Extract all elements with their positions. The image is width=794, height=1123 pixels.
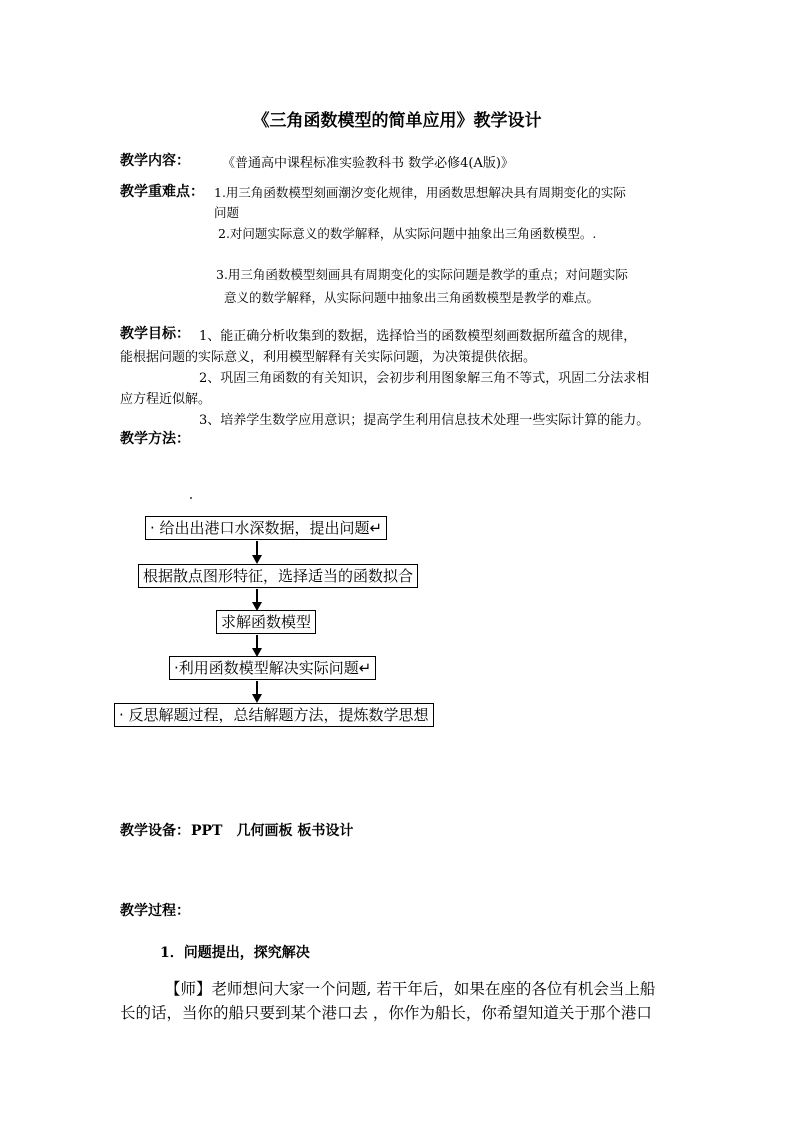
flow-connector-2 bbox=[256, 589, 258, 603]
process-paragraph-line-1: 【师】老师想问大家一个问题, 若干年后，如果在座的各位有机会当上船 bbox=[165, 980, 656, 998]
method-label: 教学方法： bbox=[120, 431, 190, 447]
process-section-1: 1．问题提出，探究解决 bbox=[160, 945, 310, 961]
goal-2a: 2、巩固三角函数的有关知识，会初步利用图象解三角不等式，巩固二分法求相 bbox=[199, 371, 650, 386]
flow-connector-4 bbox=[256, 681, 258, 695]
flow-connector-1 bbox=[256, 541, 258, 556]
goal-2b: 应方程近似解。 bbox=[120, 392, 212, 407]
process-label: 教学过程： bbox=[120, 903, 190, 919]
goals-label: 教学目标： bbox=[120, 326, 190, 342]
flow-step-5: · 反思解题过程，总结解题方法，提炼数学思想 bbox=[114, 703, 434, 727]
keypoint-3-cont: 意义的数学解释，从实际问题中抽象出三角函数模型是教学的难点。 bbox=[224, 290, 600, 305]
flow-step-4: ·利用函数模型解决实际问题↵ bbox=[169, 656, 376, 680]
flow-step-1: · 给出出港口水深数据，提出问题↵ bbox=[145, 516, 387, 540]
goal-1b: 能根据问题的实际意义，利用模型解释有关实际问题，为决策提供依据。 bbox=[120, 350, 537, 365]
keypoints-label: 教学重难点： bbox=[120, 184, 204, 200]
flow-step-2: 根据散点图形特征，选择适当的函数拟合 bbox=[138, 564, 418, 588]
content-text: 《普通高中课程标准实验教科书 数学必修4(A版)》 bbox=[222, 156, 514, 171]
flow-arrow-1 bbox=[252, 555, 262, 564]
goal-3: 3、培养学生数学应用意识；提高学生利用信息技术处理一些实际计算的能力。 bbox=[199, 413, 650, 428]
equipment-text: PPT 几何画板 板书设计 bbox=[191, 823, 354, 839]
process-paragraph-line-2: 长的话，当你的船只要到某个港口去 ，你作为船长，你希望知道关于那个港口 bbox=[120, 1004, 652, 1022]
page-title: 《三角函数模型的简单应用》教学设计 bbox=[252, 111, 542, 131]
flow-step-3: 求解函数模型 bbox=[216, 610, 316, 634]
equipment-label: 教学设备： bbox=[120, 823, 190, 839]
keypoint-3: 3.用三角函数模型刻画具有周期变化的实际问题是教学的重点；对问题实际 bbox=[216, 267, 628, 282]
keypoint-1: 1.用三角函数模型刻画潮汐变化规律，用函数思想解决具有周期变化的实际 bbox=[214, 185, 626, 200]
goal-1a: 1、能正确分析收集到的数据，选择恰当的函数模型刻画数据所蕴含的规律， bbox=[199, 329, 637, 344]
keypoint-1-cont: 问题 bbox=[214, 205, 240, 220]
stray-dot bbox=[190, 497, 192, 499]
flow-arrow-4 bbox=[252, 694, 262, 703]
content-label: 教学内容： bbox=[120, 153, 190, 169]
flow-connector-3 bbox=[256, 635, 258, 649]
keypoint-2: 2.对问题实际意义的数学解释，从实际问题中抽象出三角函数模型。. bbox=[218, 226, 597, 241]
